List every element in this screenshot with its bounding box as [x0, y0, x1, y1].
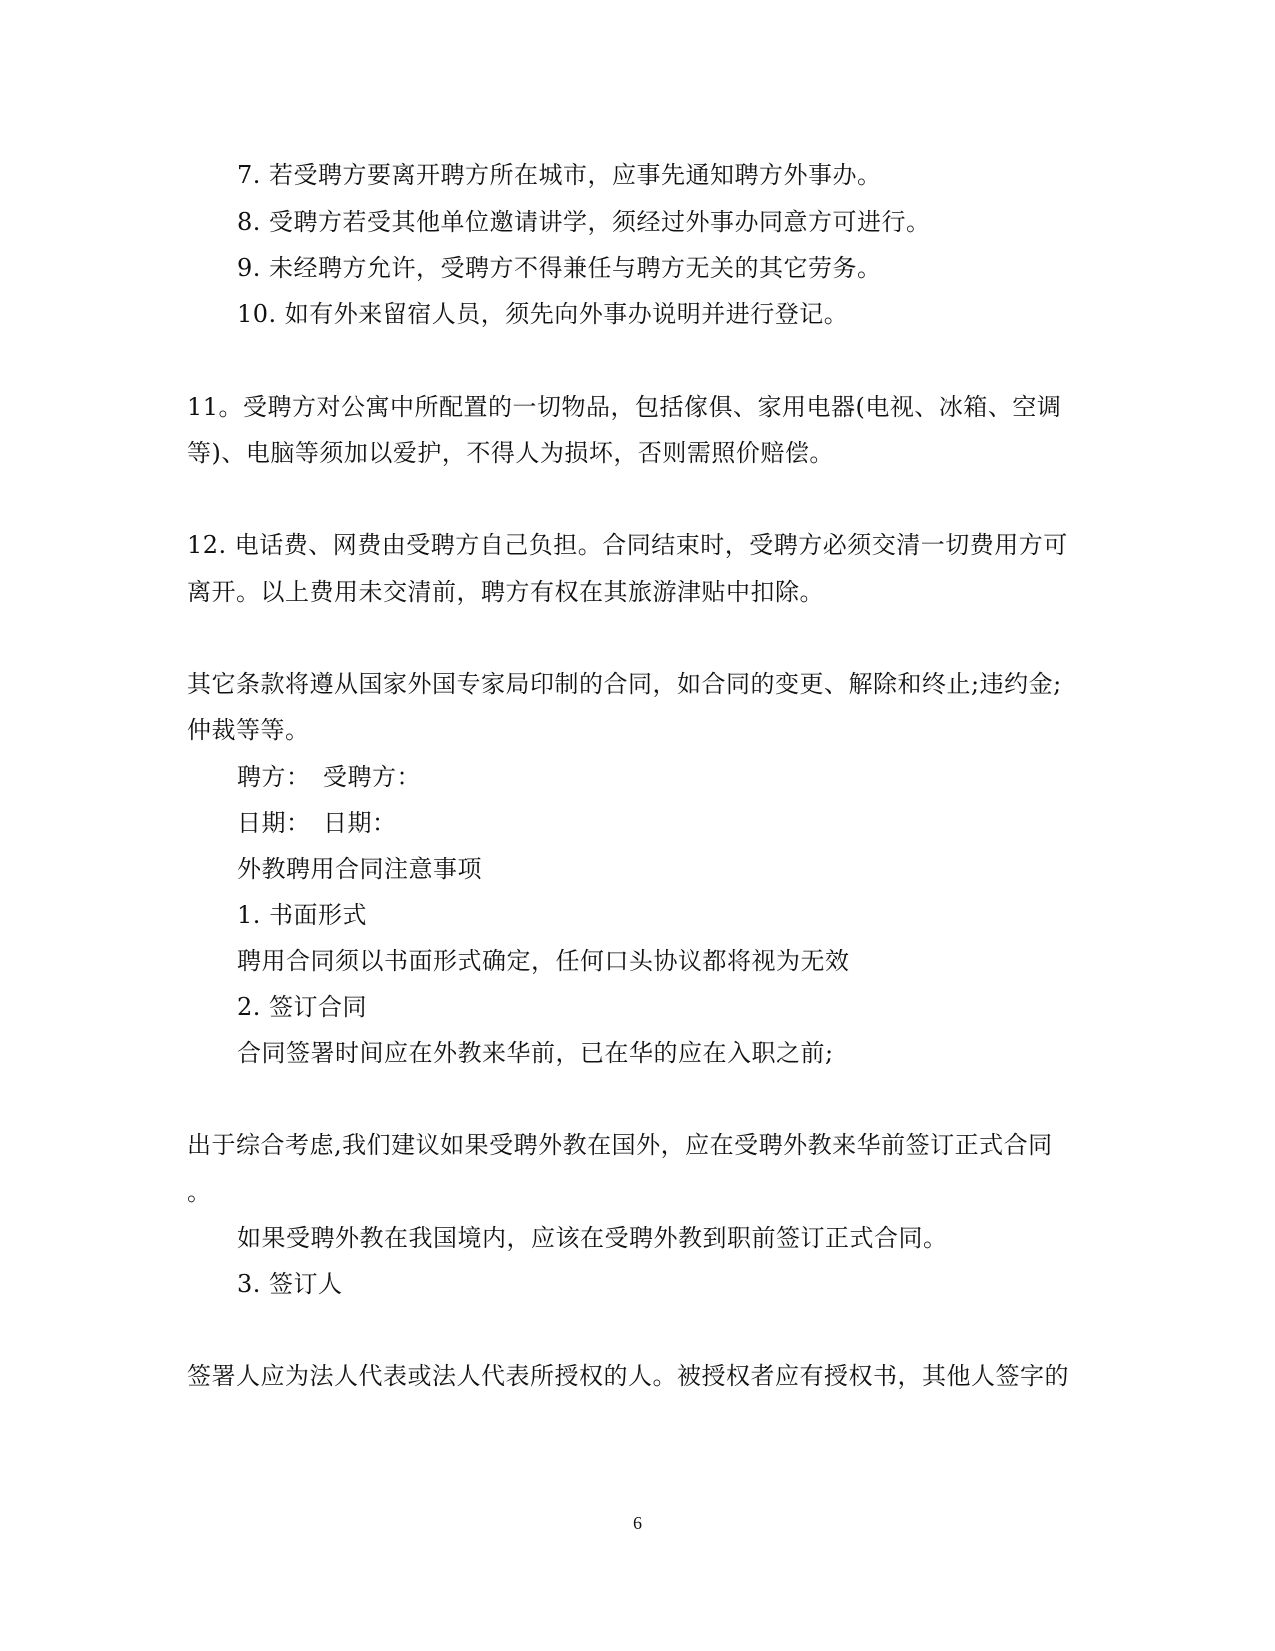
clause-10: 10. 如有外来留宿人员，须先向外事办说明并进行登记。	[237, 300, 849, 328]
signature-dates: 日期： 日期：	[237, 809, 397, 837]
clause-12-line-2: 离开。以上费用未交清前，聘方有权在其旅游津贴中扣除。	[187, 578, 824, 606]
item-3-heading: 3. 签订人	[237, 1270, 343, 1298]
clause-12-line-1: 12. 电话费、网费由受聘方自己负担。合同结束时，受聘方必须交清一切费用方可	[187, 531, 1068, 559]
item-2-text: 合同签署时间应在外教来华前，已在华的应在入职之前;	[237, 1039, 834, 1067]
item-1-text: 聘用合同须以书面形式确定，任何口头协议都将视为无效	[237, 947, 850, 975]
clause-11-line-1: 11。受聘方对公寓中所配置的一切物品，包括傢俱、家用电器(电视、冰箱、空调	[187, 393, 1062, 421]
section-heading: 外教聘用合同注意事项	[237, 855, 482, 883]
signatory-text: 签署人应为法人代表或法人代表所授权的人。被授权者应有授权书，其他人签字的	[187, 1362, 1069, 1390]
clause-8: 8. 受聘方若受其他单位邀请讲学，须经过外事办同意方可进行。	[237, 208, 931, 236]
recommendation-line-2: 。	[187, 1178, 212, 1206]
item-1-heading: 1. 书面形式	[237, 901, 368, 929]
other-terms-line-1: 其它条款将遵从国家外国专家局印制的合同，如合同的变更、解除和终止;违约金;	[187, 670, 1062, 698]
clause-9: 9. 未经聘方允许，受聘方不得兼任与聘方无关的其它劳务。	[237, 254, 882, 282]
other-terms-line-2: 仲裁等等。	[187, 716, 310, 744]
domestic-recommendation: 如果受聘外教在我国境内，应该在受聘外教到职前签订正式合同。	[237, 1224, 948, 1252]
item-2-heading: 2. 签订合同	[237, 993, 368, 1021]
clause-11-line-2: 等)、电脑等须加以爱护，不得人为损坏，否则需照价赔偿。	[187, 439, 834, 467]
page-number: 6	[633, 1513, 642, 1533]
signature-parties: 聘方： 受聘方：	[237, 763, 421, 791]
recommendation-line-1: 出于综合考虑,我们建议如果受聘外教在国外，应在受聘外教来华前签订正式合同	[187, 1131, 1053, 1159]
clause-7: 7. 若受聘方要离开聘方所在城市，应事先通知聘方外事办。	[237, 161, 882, 189]
